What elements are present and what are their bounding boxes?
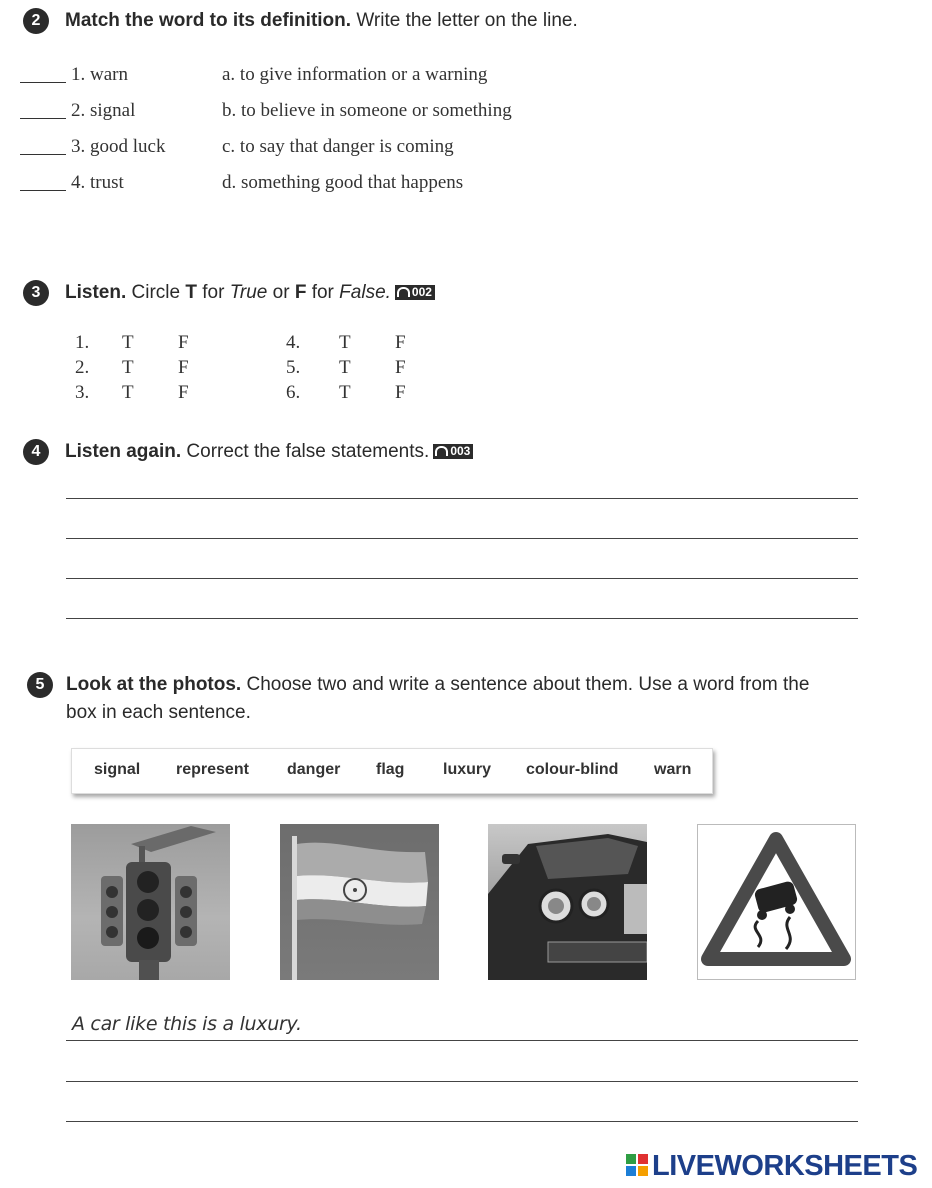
section-3-text-T: T	[185, 282, 197, 303]
tf-true-4[interactable]: T	[339, 332, 351, 353]
writing-line-4-2[interactable]	[66, 538, 858, 539]
tf-number-2: 2.	[75, 357, 90, 378]
tf-true-1[interactable]: T	[122, 332, 134, 353]
match-definition-d: d. something good that happens	[222, 172, 464, 193]
section-4-title: Listen again.	[65, 441, 182, 462]
tf-true-3[interactable]: T	[122, 382, 134, 403]
audio-track-number: 002	[411, 285, 432, 299]
section-4-instruction	[65, 441, 473, 463]
section-5-instruction	[66, 674, 809, 696]
match-word-1: 1. warn	[71, 64, 128, 85]
writing-line-5-1[interactable]	[66, 1040, 858, 1041]
section-2-instruction	[65, 10, 578, 32]
tf-number-5: 5.	[286, 357, 301, 378]
liveworksheets-logo-icon	[626, 1154, 648, 1176]
section-3-text-F: F	[294, 282, 307, 303]
section-3-badge: 3	[23, 280, 49, 306]
audio-track-icon[interactable]	[395, 285, 435, 300]
section-4-badge: 4	[23, 439, 49, 465]
section-5-instruction-line2: box in each sentence.	[66, 702, 251, 723]
section-3-text-false: False.	[339, 282, 391, 303]
match-word-2: 2. signal	[71, 100, 136, 121]
liveworksheets-logo: LIVEWORKSHEETS	[652, 1150, 918, 1182]
tf-true-2[interactable]: T	[122, 357, 134, 378]
answer-blank-1[interactable]	[20, 82, 66, 83]
section-3-instruction	[65, 282, 435, 304]
tf-number-3: 3.	[75, 382, 90, 403]
tf-false-6[interactable]: F	[395, 382, 406, 403]
tf-false-1[interactable]: F	[178, 332, 189, 353]
tf-number-6: 6.	[286, 382, 301, 403]
match-word-3: 3. good luck	[71, 136, 166, 157]
match-word-4: 4. trust	[71, 172, 124, 193]
word-box-item: danger	[287, 761, 341, 778]
word-box	[71, 748, 713, 794]
section-2-title: Match the word to its definition.	[65, 10, 352, 31]
flag-photo	[280, 824, 439, 980]
writing-line-4-3[interactable]	[66, 578, 858, 579]
tf-number-1: 1.	[75, 332, 90, 353]
audio-track-number: 003	[450, 444, 471, 458]
warning-sign-photo	[697, 824, 856, 980]
writing-line-5-2[interactable]	[66, 1081, 858, 1082]
luxury-car-photo	[488, 824, 647, 980]
tf-true-6[interactable]: T	[339, 382, 351, 403]
section-3-title: Listen.	[65, 282, 127, 303]
match-definition-c: c. to say that danger is coming	[222, 136, 454, 157]
answer-blank-4[interactable]	[20, 190, 66, 191]
section-3-text-circle: Circle	[126, 282, 186, 303]
headphones-icon	[435, 446, 448, 456]
tf-false-4[interactable]: F	[395, 332, 406, 353]
word-box-item: colour-blind	[526, 761, 619, 778]
section-2-text: Write the letter on the line.	[351, 10, 578, 31]
tf-number-4: 4.	[286, 332, 301, 353]
section-2-badge: 2	[23, 8, 49, 34]
answer-blank-2[interactable]	[20, 118, 66, 119]
tf-false-5[interactable]: F	[395, 357, 406, 378]
word-box-item: luxury	[443, 761, 492, 778]
traffic-light-photo	[71, 824, 230, 980]
audio-track-icon[interactable]	[433, 444, 473, 459]
writing-line-4-4[interactable]	[66, 618, 858, 619]
section-5-text: Choose two and write a sentence about them. Use a word from the	[241, 674, 810, 695]
section-3-text-for2: for	[306, 282, 340, 303]
tf-true-5[interactable]: T	[339, 357, 351, 378]
section-3-text-true: True	[229, 282, 268, 303]
headphones-icon	[397, 287, 410, 297]
section-4-text: Correct the false statements.	[181, 441, 430, 462]
word-box-item: warn	[654, 761, 692, 778]
section-3-text-or: or	[267, 282, 295, 303]
tf-false-2[interactable]: F	[178, 357, 189, 378]
word-box-item: signal	[94, 761, 141, 778]
tf-false-3[interactable]: F	[178, 382, 189, 403]
example-sentence: A car like this is a luxury.	[72, 1013, 302, 1035]
match-definition-a: a. to give information or a warning	[222, 64, 488, 85]
section-5-badge: 5	[27, 672, 53, 698]
writing-line-5-3[interactable]	[66, 1121, 858, 1122]
word-box-item: flag	[376, 761, 405, 778]
answer-blank-3[interactable]	[20, 154, 66, 155]
section-3-text-for1: for	[196, 282, 230, 303]
match-definition-b: b. to believe in someone or something	[222, 100, 512, 121]
word-box-item: represent	[176, 761, 249, 778]
writing-line-4-1[interactable]	[66, 498, 858, 499]
section-5-title: Look at the photos.	[66, 674, 242, 695]
